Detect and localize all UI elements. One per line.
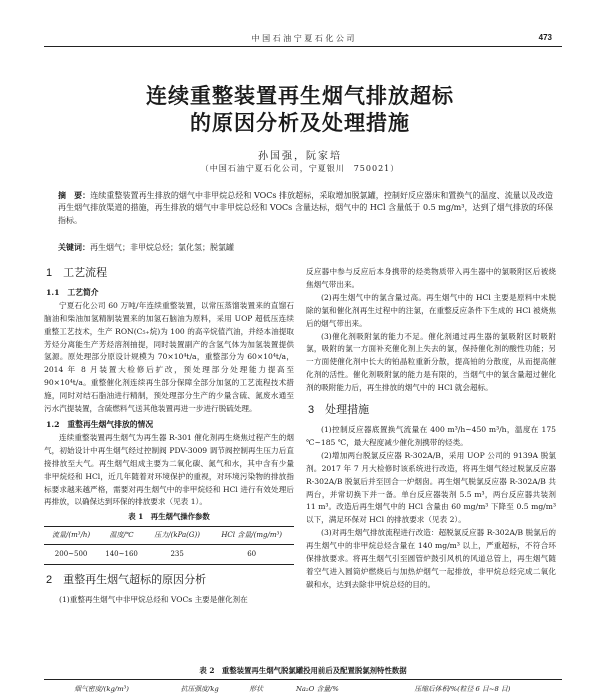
section-1-2-heading: 1.2 重整再生烟气排放的情况 xyxy=(46,419,294,432)
page-number: 473 xyxy=(539,33,552,42)
table-1-header: 流量/(m³/h) xyxy=(44,527,98,545)
table-1-header: 温度/℃ xyxy=(98,527,145,545)
paragraph-measure-1: (1)控制反应器底置换气流量在 400 m³/h~450 m³/h，温度在 175 ℃~185 ℃，最大程度减少催化剂携带的烃类。 xyxy=(306,424,556,450)
paragraph-cause-2: (2)再生烟气中的氯含量过高。再生烟气中的 HCl 主要是原料中未脱除的氯和催化剂再生过程中的注氯，在重整反应条件下生成的 HCl 被烧焦后的烟气带出来。 xyxy=(306,292,556,331)
table-2-caption: 表 2 重整装置再生烟气脱氯罐投用前后及配置脱氯剂特性数据 xyxy=(44,665,562,676)
abstract xyxy=(58,189,553,227)
table-1-header: HCl 含量/(mg/m³) xyxy=(209,527,294,545)
section-3-heading: 3 处理措施 xyxy=(308,404,556,417)
table-1-cell: 60 xyxy=(209,545,294,565)
abstract-text: 连续重整装置再生排放的烟气中非甲烷总烃和 VOCs 排放超标，采取增加脱氯罐，控制好反应器床和置换气的温度、流量以及改造再生烟气排放渠道的措施，再生排放的烟气中非甲烷总烃和 VOCs 含量达标，烟气中的 HCl 含量低于 0.5 mg/m³，达到了烟气排放的环保指标。 xyxy=(58,191,553,225)
table-1-cell: 200~500 xyxy=(44,545,98,565)
right-column xyxy=(306,266,556,592)
left-column xyxy=(44,266,294,607)
paragraph-measure-2: (2)增加两台脱氯反应器 R-302A/B，采用 UOP 公司的 9139A 脱氯剂。2017 年 7 月大检修时该系统进行改造，将再生烟气经过脱氯反应器 R-302A/B 脱氯后并至回合一炉烟囱。再生烟气脱氯反应器 R-302A/B 共两台，并常切换下并一备。单台反应器装剂 5.5 m³，两台反应器共装剂 11 m³。改造后再生烟气中的 HCl 含量由 60 mg/m³ 下降至 0.5 mg/m³ 以下，满足环保对 HCl 的排放要求（见表 2）。 xyxy=(306,450,556,527)
table-2-header: 形状 xyxy=(240,680,272,696)
keywords-label: 关键词： xyxy=(58,242,90,252)
paragraph-cause-1: (1)重整再生烟气中非甲烷总烃和 VOCs 主要是催化剂在 xyxy=(44,594,294,607)
journal-name: 中 国 石 油 宁 夏 石 化 公 司 xyxy=(44,33,562,44)
paragraph-measure-3: (3)对再生烟气排放流程进行改造：超脱氯反应器 R-302A/B 脱氯后的再生烟气中的非甲烷总烃含量在 140 mg/m³ 以上，严重超标，不符合环保排放要求。将再生烟气引至圆管炉鼓引风机的风道总管上，再生烟气随着空气进入圆筒炉燃烧后与加热炉烟气一起排放，非甲烷总烃完成二氧化碳和水，达到去除非甲烷总烃的目的。 xyxy=(306,527,556,592)
running-header xyxy=(44,32,562,47)
section-2-heading: 2 重整再生烟气超标的原因分析 xyxy=(46,574,294,587)
abstract-label: 摘 要： xyxy=(58,190,90,200)
paragraph-emission-status: 连续重整装置再生烟气为再生器 R-301 催化剂再生烧焦过程产生的烟气，初始设计中再生烟气经过控制阀 PDV-3009 调节阀控制再生压力后直接排放至大气。再生烟气组成主要为二氧化碳、氮气和水，其中含有少量非甲烷烃和 HCl，近几年随着对环境保护的重视，对环境污染物的排放指标要求越来越严格，需要对再生烟气中的非甲烷烃和 HCl 进行有效处理后再排放，以确保达到环保的排放要求（见表 1）。 xyxy=(44,432,294,509)
keywords xyxy=(58,242,553,253)
section-1-1-heading: 1.1 工艺简介 xyxy=(46,287,294,300)
paragraph-cause-3: (3)催化剂吸附氯的能力不足。催化剂通过再生器的氯吸附区时吸附氯，吸附的氯一方面补充催化剂上失去的氯，保持催化剂的酸性功能；另一方面使催化剂中长大的铂晶粒重新分散，提高铂的分散度，从而提高催化剂的活性。催化剂吸附氯的能力是有限的，当烟气中的氯含量超过催化剂的吸附能力后，再生排放的烟气中的 HCl 就会超标。 xyxy=(306,331,556,396)
affiliation: （中国石油宁夏石化公司，宁夏银川 750021） xyxy=(0,163,600,174)
paper-title-line1: 连续重整装置再生烟气排放超标 xyxy=(0,80,600,110)
table-row xyxy=(44,545,294,565)
paragraph-cause-1-cont: 反应器中参与反应后本身携带的烃类物质带入再生器中的氯吸附区后被烧焦烟气带出来。 xyxy=(306,266,556,292)
table-2-block xyxy=(44,665,562,696)
keywords-text: 再生烟气；非甲烷总烃；氯化氢；脱氯罐 xyxy=(90,243,234,252)
table-1-cell: 235 xyxy=(145,545,209,565)
table-1 xyxy=(44,526,294,565)
table-2-header: 烟气密度/(kg/m³) xyxy=(44,680,159,696)
table-1-cell: 140~160 xyxy=(98,545,145,565)
table-2 xyxy=(44,679,562,696)
table-1-caption: 表 1 再生烟气操作参数 xyxy=(44,511,294,524)
section-1-heading: 1 工艺流程 xyxy=(46,267,294,280)
table-2-header: 压缩后体积/%(粒径 6 目~8 目) xyxy=(363,680,562,696)
paper-title-line2: 的原因分析及处理措施 xyxy=(0,107,600,137)
table-2-header: 抗压强度/kg xyxy=(159,680,240,696)
authors: 孙国强，阮家培 xyxy=(0,147,600,162)
table-2-header: Na₂O 含量/% xyxy=(272,680,363,696)
paragraph-process-intro: 宁夏石化公司 60 万吨/年连续重整装置，以常压蒸馏装置来的直馏石脑油和柴油加氢精制装置来的加氢石脑油为原料，采用 UOP 超低压连续重整工艺技术，生产 RON(C₅₊烷)为 100 的高辛烷值汽油，并经本油提取芳烃分离能生产芳烃溶剂抽提，同时装置副产的含氢气体为加氢装置提供氢源。原处理部分原设计规模为 70×10⁴t/a，重整部分为 60×10⁴t/a，2014 年 8 月装置大检修后扩改，预处理部分处理能力提高至 90×10⁴t/a。重整催化剂连续再生部分保障全部分加氢的工艺流程技术措施，同时对结石脂油进行精制，预处理部分生产的少量含硫、氮废水通至污水汽提装置，含硫燃料气送其他装置再进一步进行脱硫处理。 xyxy=(44,300,294,416)
table-1-header: 压力/(kPa(G)) xyxy=(145,527,209,545)
